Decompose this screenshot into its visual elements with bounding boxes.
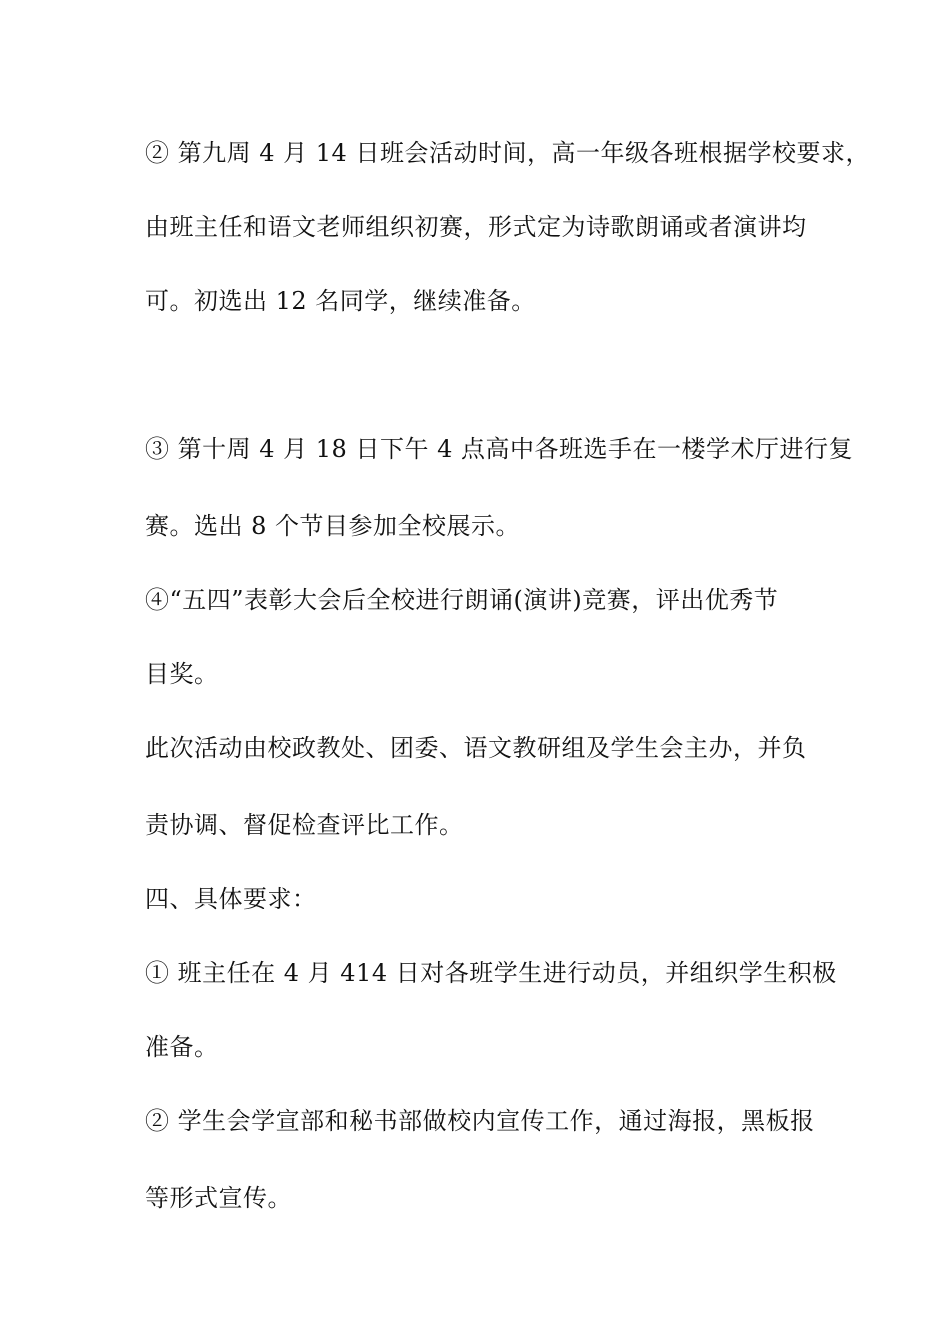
text-line-req2-publicity: ② 学生会学宣部和秘书部做校内宣传工作，通过海报，黑板报 <box>145 1107 815 1135</box>
text-line-step3-schedule: ③ 第十周 4 月 18 日下午 4 点高中各班选手在一楼学术厅进行复 <box>145 435 853 463</box>
text-line-req1-prepare: 准备。 <box>145 1033 219 1061</box>
text-line-step2-selection: 可。初选出 12 名同学，继续准备。 <box>145 287 536 315</box>
text-line-req2-forms: 等形式宣传。 <box>145 1184 292 1212</box>
text-line-step4-award: 目奖。 <box>145 660 219 688</box>
text-line-step4-competition: ④“五四”表彰大会后全校进行朗诵(演讲)竞赛，评出优秀节 <box>145 586 779 614</box>
section-heading-requirements: 四、具体要求： <box>145 885 317 913</box>
text-line-organizers: 此次活动由校政教处、团委、语文教研组及学生会主办，并负 <box>145 734 807 762</box>
text-line-step2-format: 由班主任和语文老师组织初赛，形式定为诗歌朗诵或者演讲均 <box>145 213 807 241</box>
text-line-step2-schedule: ② 第九周 4 月 14 日班会活动时间，高一年级各班根据学校要求， <box>145 139 870 167</box>
text-line-organizers-duties: 责协调、督促检查评比工作。 <box>145 811 464 839</box>
text-line-step3-selection: 赛。选出 8 个节目参加全校展示。 <box>145 512 521 540</box>
text-line-req1-mobilize: ① 班主任在 4 月 414 日对各班学生进行动员，并组织学生积极 <box>145 959 837 987</box>
